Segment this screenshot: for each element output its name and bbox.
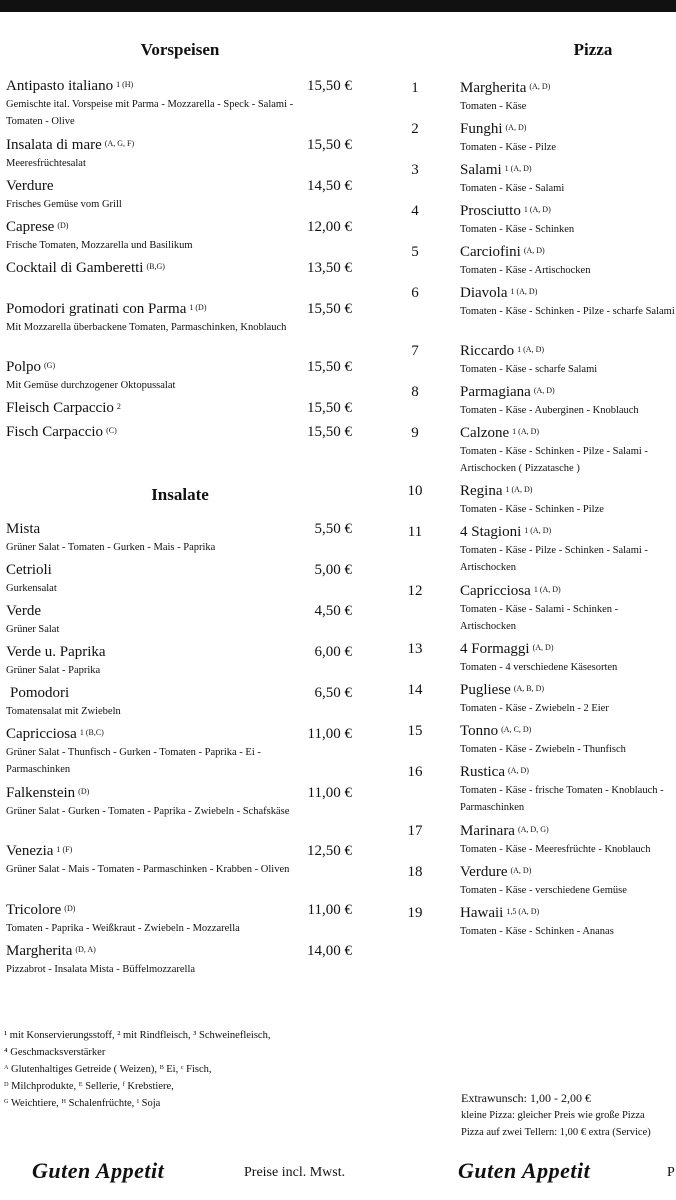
item-description: Frische Tomaten, Mozzarella und Basilikum <box>6 240 193 251</box>
allergen-codes: (A, D) <box>523 246 545 255</box>
item-name: Cocktail di Gamberetti <box>6 260 144 276</box>
pizza-item <box>405 119 676 160</box>
menu-item <box>6 783 354 841</box>
item-description: Tomaten - Käse - Salami <box>460 183 565 194</box>
item-name: Tonno <box>460 723 499 739</box>
item-price: 6,00 € <box>314 644 352 660</box>
menu-item <box>6 176 354 217</box>
item-price: 4,50 € <box>314 603 352 619</box>
item-name: Verdure <box>460 864 508 880</box>
allergen-codes: 1 (A, D) <box>524 526 552 535</box>
allergen-codes: (A, D) <box>508 766 529 775</box>
item-name: Fisch Carpaccio <box>6 424 104 440</box>
pizza-item <box>405 78 676 119</box>
item-description: Pizzabrot - Insalata Mista - Büffelmozzarella <box>6 964 196 975</box>
pizza-item <box>405 762 676 821</box>
footnote-line: ⁴ Geschmacksverstärker <box>4 1047 106 1058</box>
pizza-number: 15 <box>407 723 423 739</box>
item-price: 15,50 € <box>307 400 352 416</box>
item-price: 12,50 € <box>307 843 352 859</box>
allergen-codes: (A, D, G) <box>517 825 549 834</box>
pizza-number: 16 <box>407 764 423 780</box>
item-price: 15,50 € <box>307 359 352 375</box>
menu-item <box>6 519 354 560</box>
pizza-item <box>405 382 676 423</box>
pizza-item <box>405 201 676 242</box>
footnote-line: ᴰ Milchprodukte, ᴱ Sellerie, ᶠ Krebstiere, <box>4 1081 174 1092</box>
pizza-item <box>405 821 676 862</box>
menu-item <box>6 900 354 941</box>
item-description: Tomaten - Käse - Schinken - Pilze - Salami - Artischocken ( Pizzatasche ) <box>460 446 648 474</box>
menu-item <box>6 76 354 135</box>
item-name: Fleisch Carpaccio <box>6 400 114 416</box>
pizza-number: 8 <box>411 384 419 400</box>
signature-left: Guten Appetit <box>32 1158 165 1183</box>
allergen-codes: 1 (A, D) <box>510 287 538 296</box>
allergen-codes: 1 (A, D) <box>533 585 561 594</box>
menu-item <box>6 258 354 299</box>
item-description: Tomatensalat mit Zwiebeln <box>6 706 121 717</box>
item-name: Insalata di mare <box>6 137 102 153</box>
allergen-codes: (D) <box>57 221 69 230</box>
item-price: 11,00 € <box>307 726 352 742</box>
pizza-number: 7 <box>411 343 419 359</box>
pizza-number: 10 <box>407 483 423 499</box>
item-name: 4 Stagioni <box>460 524 522 540</box>
extras-line: kleine Pizza: gleicher Preis wie große Pizza <box>461 1110 645 1121</box>
item-description: Tomaten - Käse - Artischocken <box>460 265 591 276</box>
menu-item <box>6 841 354 900</box>
allergen-codes: 1 (H) <box>116 80 134 89</box>
item-name: 4 Formaggi <box>460 641 530 657</box>
item-description: Grüner Salat <box>6 624 60 635</box>
pizza-number: 18 <box>407 864 423 880</box>
extras-line: Pizza auf zwei Tellern: 1,00 € extra (Service) <box>461 1127 651 1138</box>
pizza-item <box>405 423 676 481</box>
item-name: Falkenstein <box>6 785 76 801</box>
item-name: Rustica <box>460 764 505 780</box>
menu-item <box>6 357 354 398</box>
item-price: 12,00 € <box>307 219 352 235</box>
right-column <box>405 38 676 944</box>
prices-note: Preise incl. Mwst. <box>244 1165 346 1180</box>
section-title-starters: Vorspeisen <box>140 40 220 59</box>
pizza-number: 9 <box>411 425 419 441</box>
allergen-codes: (A, D) <box>529 82 551 91</box>
allergen-codes: (B,G) <box>146 262 165 271</box>
item-description: Tomaten - Käse <box>460 101 527 112</box>
menu-item <box>6 217 354 258</box>
pizza-item <box>405 862 676 903</box>
item-price: 5,00 € <box>314 562 352 578</box>
item-name: Capricciosa <box>460 583 531 599</box>
item-price: 15,50 € <box>307 78 352 94</box>
item-description: Tomaten - Paprika - Weißkraut - Zwiebeln - Mozzarella <box>6 923 240 934</box>
allergen-codes: (D, A) <box>75 945 96 954</box>
allergen-codes: 1 (A, D) <box>523 205 551 214</box>
item-description: Tomaten - Käse - scharfe Salami <box>460 364 598 375</box>
item-name: Polpo <box>6 359 42 375</box>
allergen-codes: 1 (A, D) <box>517 345 545 354</box>
allergen-codes: (A, D) <box>532 643 554 652</box>
item-name: Verde <box>6 603 41 619</box>
item-description: Tomaten - Käse - verschiedene Gemüse <box>460 885 627 896</box>
top-bar <box>0 0 676 12</box>
pizza-number: 5 <box>411 244 419 260</box>
item-price: 14,50 € <box>307 178 352 194</box>
pizza-item <box>405 481 676 522</box>
item-name: Pomodori gratinati con Parma <box>6 301 187 317</box>
item-price: 5,50 € <box>314 521 352 537</box>
menu-item <box>6 135 354 176</box>
pizza-extras-note <box>461 1090 676 1141</box>
pizza-number: 3 <box>411 162 419 178</box>
item-description: Grüner Salat - Tomaten - Gurken - Mais - Paprika <box>6 542 216 553</box>
pizza-number: 14 <box>407 682 423 698</box>
allergen-codes: (C) <box>106 426 117 435</box>
item-description: Tomaten - Käse - Zwiebeln - 2 Eier <box>460 703 609 714</box>
pizza-number: 17 <box>407 823 423 839</box>
left-column <box>6 38 354 982</box>
item-name: Tricolore <box>6 902 62 918</box>
footnote-line: ¹ mit Konservierungsstoff, ² mit Rindfleisch, ³ Schweinefleisch, <box>4 1030 271 1041</box>
item-description: Tomaten - Käse - Pilze <box>460 142 557 153</box>
item-name: Carciofini <box>460 244 521 260</box>
item-price: 6,50 € <box>314 685 352 701</box>
allergen-codes: (G) <box>44 361 56 370</box>
menu-item <box>6 642 354 683</box>
item-name: Caprese <box>6 219 55 235</box>
item-description: Tomaten - Käse - Auberginen - Knoblauch <box>460 405 639 416</box>
item-name: Antipasto italiano <box>6 78 114 94</box>
item-price: 15,50 € <box>307 301 352 317</box>
item-description: Grüner Salat - Paprika <box>6 665 101 676</box>
pizza-number: 13 <box>407 641 423 657</box>
section-title-pizza: Pizza <box>573 40 613 59</box>
allergen-codes: (A, G, F) <box>104 139 135 148</box>
menu-item <box>6 941 354 982</box>
item-price: 11,00 € <box>307 785 352 801</box>
allergen-codes: (A, D) <box>505 123 527 132</box>
allergen-codes: 1 (F) <box>56 845 73 854</box>
allergen-codes: 1 (D) <box>189 303 207 312</box>
allergen-codes: 1,5 (A, D) <box>506 907 540 916</box>
item-description: Gurkensalat <box>6 583 57 594</box>
pizza-item <box>405 903 676 944</box>
allergen-codes: (A, B, D) <box>513 684 545 693</box>
item-name: Parmagiana <box>460 384 531 400</box>
allergen-footnotes <box>4 1027 334 1112</box>
item-price: 14,00 € <box>307 943 352 959</box>
item-name: Mista <box>6 521 41 537</box>
menu-item <box>6 560 354 601</box>
pizza-item <box>405 283 676 341</box>
item-description: Grüner Salat - Gurken - Tomaten - Paprika - Zwiebeln - Schafskäse <box>6 806 290 817</box>
prices-note-cut: P <box>667 1165 675 1180</box>
pizza-item <box>405 341 676 382</box>
item-description: Grüner Salat - Mais - Tomaten - Parmaschinken - Krabben - Oliven <box>6 864 290 875</box>
item-description: Mit Mozzarella überbackene Tomaten, Parmaschinken, Knoblauch <box>6 322 287 333</box>
item-description: Tomaten - Käse - Schinken <box>460 224 575 235</box>
item-price: 11,00 € <box>307 902 352 918</box>
allergen-codes: (A, C, D) <box>501 725 532 734</box>
allergen-codes: 2 <box>116 402 121 411</box>
item-description: Tomaten - Käse - Schinken - Pilze <box>460 504 604 515</box>
item-price: 15,50 € <box>307 137 352 153</box>
item-description: Tomaten - 4 verschiedene Käsesorten <box>460 662 618 673</box>
pizza-number: 12 <box>407 583 423 599</box>
item-description: Tomaten - Käse - Schinken - Ananas <box>460 926 614 937</box>
menu-item <box>6 299 354 357</box>
pizza-number: 1 <box>411 80 419 96</box>
item-name: Pugliese <box>460 682 511 698</box>
item-description: Mit Gemüse durchzogener Oktopussalat <box>6 380 176 391</box>
pizza-item <box>405 522 676 581</box>
footnote-line: ᴳ Weichtiere, ᴴ Schalenfrüchte, ᴵ Soja <box>4 1098 161 1109</box>
pizza-item <box>405 242 676 283</box>
footnote-line: ᴬ Glutenhaltiges Getreide ( Weizen), ᴮ Ei, ᶜ Fisch, <box>4 1064 212 1075</box>
item-description: Tomaten - Käse - frische Tomaten - Knoblauch - Parmaschinken <box>460 785 664 813</box>
allergen-codes: (D) <box>78 787 90 796</box>
item-name: Margherita <box>6 943 73 959</box>
item-name: Pomodori <box>10 685 70 701</box>
item-description: Tomaten - Käse - Zwiebeln - Thunfisch <box>460 744 626 755</box>
item-name: Capricciosa <box>6 726 77 742</box>
item-description: Grüner Salat - Thunfisch - Gurken - Tomaten - Paprika - Ei - Parmaschinken <box>6 747 261 775</box>
item-price: 15,50 € <box>307 424 352 440</box>
pizza-number: 4 <box>411 203 419 219</box>
allergen-codes: 1 (A, D) <box>504 164 532 173</box>
item-name: Funghi <box>460 121 503 137</box>
item-price: 13,50 € <box>307 260 352 276</box>
menu-item <box>6 422 354 446</box>
item-description: Tomaten - Käse - Pilze - Schinken - Salami - Artischocken <box>460 545 648 573</box>
pizza-number: 2 <box>411 121 419 137</box>
menu-item <box>6 398 354 422</box>
menu-item <box>6 724 354 783</box>
item-name: Calzone <box>460 425 510 441</box>
pizza-number: 6 <box>411 285 419 301</box>
item-name: Verde u. Paprika <box>6 644 106 660</box>
item-name: Prosciutto <box>460 203 521 219</box>
item-description: Frisches Gemüse vom Grill <box>6 199 122 210</box>
allergen-codes: 1 (A, D) <box>505 485 533 494</box>
item-name: Salami <box>460 162 502 178</box>
item-description: Gemischte ital. Vorspeise mit Parma - Mozzarella - Speck - Salami - Tomaten - Olive <box>6 99 294 127</box>
item-name: Riccardo <box>460 343 515 359</box>
pizza-item <box>405 639 676 680</box>
pizza-item <box>405 160 676 201</box>
allergen-codes: (D) <box>64 904 76 913</box>
allergen-codes: (A, D) <box>510 866 532 875</box>
pizza-number: 11 <box>407 524 423 540</box>
allergen-codes: 1 (A, D) <box>512 427 540 436</box>
item-name: Venezia <box>6 843 54 859</box>
item-name: Cetrioli <box>6 562 52 578</box>
pizza-number: 19 <box>407 905 423 921</box>
item-name: Margherita <box>460 80 527 96</box>
extras-line: Extrawunsch: 1,00 - 2,00 € <box>461 1091 591 1105</box>
item-description: Meeresfrüchtesalat <box>6 158 86 169</box>
signature-right: Guten Appetit <box>458 1158 591 1183</box>
pizza-item <box>405 680 676 721</box>
item-description: Tomaten - Käse - Meeresfrüchte - Knoblauch <box>460 844 651 855</box>
allergen-codes: 1 (B,C) <box>79 728 104 737</box>
pizza-item <box>405 581 676 639</box>
item-name: Regina <box>460 483 503 499</box>
item-name: Marinara <box>460 823 515 839</box>
item-name: Hawaii <box>460 905 504 921</box>
pizza-item <box>405 721 676 762</box>
section-title-salads: Insalate <box>151 485 209 504</box>
item-description: Tomaten - Käse - Schinken - Pilze - scharfe Salami <box>460 306 675 317</box>
item-name: Diavola <box>460 285 508 301</box>
item-description: Tomaten - Käse - Salami - Schinken - Artischocken <box>460 604 619 632</box>
allergen-codes: (A, D) <box>533 386 555 395</box>
menu-item <box>6 683 354 724</box>
menu-item <box>6 601 354 642</box>
item-name: Verdure <box>6 178 54 194</box>
